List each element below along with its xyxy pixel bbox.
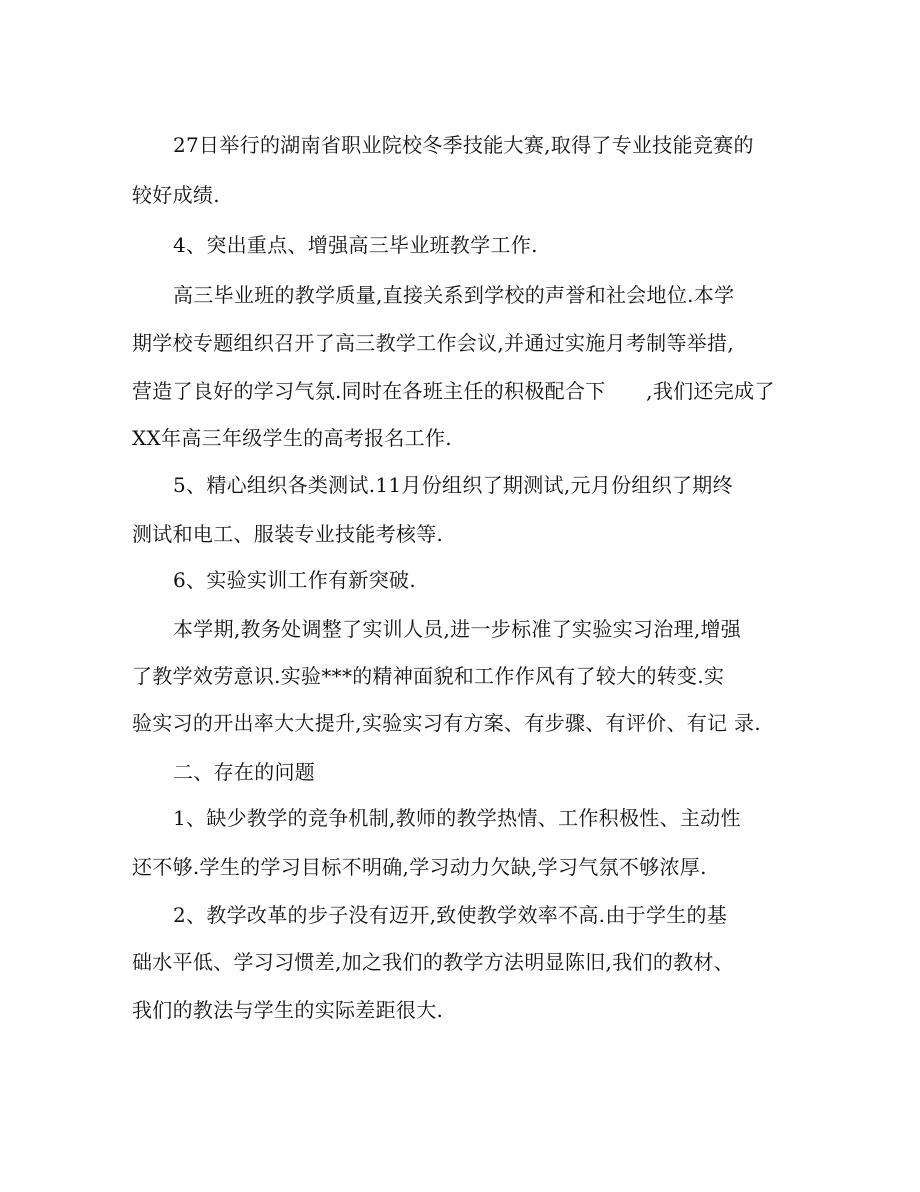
section-heading: 6、实验实训工作有新突破. [173, 568, 416, 592]
paragraph-line: XX年高三年级学生的高考报名工作. [132, 426, 452, 450]
section-heading: 5、精心组织各类测试.11月份组织了期测试,元月份组织了期终 [173, 473, 733, 497]
paragraph-line: 测试和电工、服装专业技能考核等. [132, 522, 444, 546]
paragraph-line: 较好成绩. [132, 183, 220, 207]
paragraph-line: 27日举行的湖南省职业院校冬季技能大赛,取得了专业技能竞赛的 [173, 133, 754, 157]
paragraph-line: 营造了良好的学习气氛.同时在各班主任的积极配合下 ,我们还完成了 [132, 379, 775, 403]
paragraph-line: 还不够.学生的学习目标不明确,学习动力欠缺,学习气氛不够浓厚. [132, 855, 707, 879]
section-heading: 4、突出重点、增强高三毕业班教学工作. [173, 233, 538, 257]
paragraph-line: 了教学效劳意识.实验***的精神面貌和工作作风有了较大的转变.实 [132, 664, 725, 688]
paragraph-line: 期学校专题组织召开了高三教学工作会议,并通过实施月考制等举措, [132, 331, 735, 355]
paragraph-line: 高三毕业班的教学质量,直接关系到学校的声誉和社会地位.本学 [173, 283, 735, 307]
paragraph-line: 础水平低、学习习惯差,加之我们的教学方法明显陈旧,我们的教材、 [132, 950, 735, 974]
section-heading: 2、教学改革的步子没有迈开,致使教学效率不高.由于学生的基 [173, 903, 728, 927]
paragraph-line: 我们的教法与学生的实际差距很大. [132, 998, 444, 1022]
section-heading: 二、存在的问题 [173, 760, 316, 784]
paragraph-line: 验实习的开出率大大提升,实验实习有方案、有步骤、有评价、有记 录. [132, 711, 761, 735]
section-heading: 1、缺少教学的竞争机制,教师的教学热情、工作积极性、主动性 [173, 806, 741, 830]
paragraph-line: 本学期,教务处调整了实训人员,进一步标准了实验实习治理,增强 [173, 617, 742, 641]
